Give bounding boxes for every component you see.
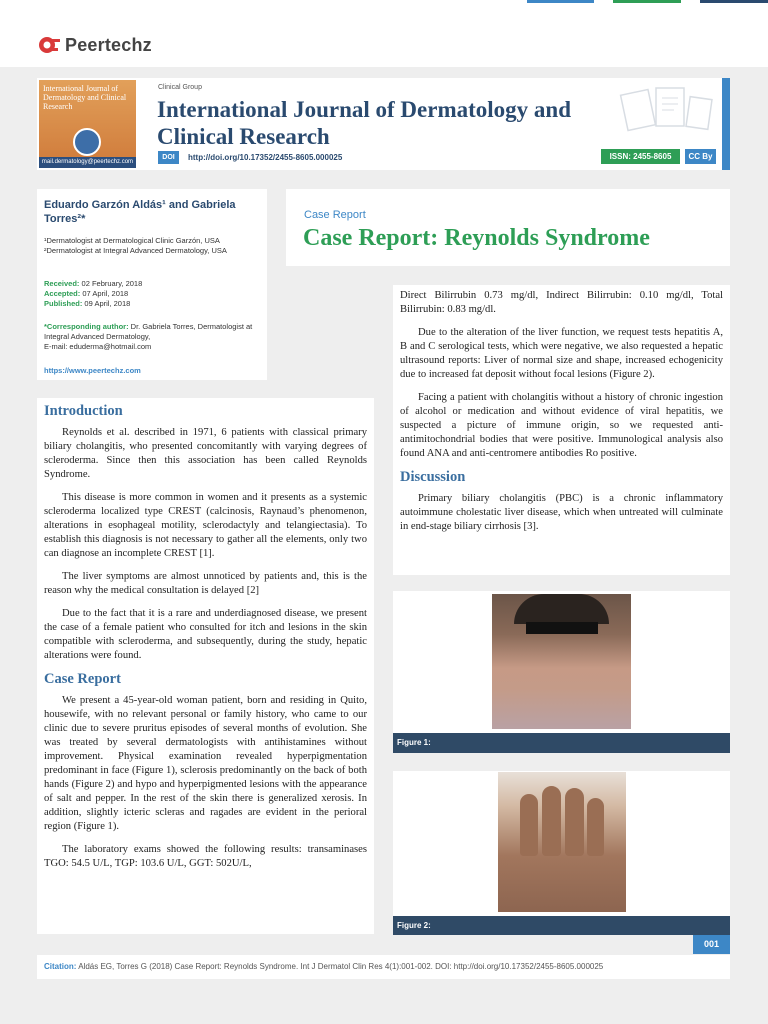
right-column xyxy=(393,285,730,575)
website-link[interactable]: https://www.peertechz.com xyxy=(44,366,141,375)
case-paragraph-1: We present a 45-year-old woman patient, born and residing in Quito, housewife, with no relevant personal or family history, who came to our clinic due to severe pruritus episodes of several months of evolution. She was treated by several dermatologists with antihistamines without improvement. Physical examination revealed hyperpigmentation predominant in face (Figure 1), sclerosis predominantly on the back of both hands (Figure 2) and hypo and hyperpigmented lesions with the appearance of salt and pepper. In the rest of the skin there is generalized xerosis. In addition, slightly icteric scleras and ragades are evident in the perioral region (Figure 1). xyxy=(44,695,367,832)
accepted-date: 07 April, 2018 xyxy=(80,289,129,298)
left-column xyxy=(37,398,374,934)
intro-paragraph-2: This disease is more common in women and it presents as a systemic scleroderma localized type CREST (calcinosis, Raynaud’s phenomenon, alterations in esophageal motility, sclerodactyly and telangiectasia). To establish this diagnosis is not necessary to gather all the elements, only two can diagnose an incomplete CREST [1]. xyxy=(44,492,367,559)
top-tab-blue[interactable] xyxy=(527,0,594,3)
affiliation-1: ¹Dermatologist at Dermatological Clinic Garzón, USA xyxy=(44,236,220,245)
top-tab-green[interactable] xyxy=(613,0,681,3)
corresponding-label: *Corresponding author: xyxy=(44,322,129,331)
article-title: Case Report: Reynolds Syndrome xyxy=(303,225,650,251)
heading-discussion: Discussion xyxy=(400,469,466,485)
journal-title: International Journal of Dermatology and Clinical Research xyxy=(157,97,571,149)
affiliations xyxy=(44,236,262,256)
top-tab-navy[interactable] xyxy=(700,0,768,3)
license-badge[interactable]: CC By xyxy=(685,149,716,164)
page-number: 001 xyxy=(693,935,730,954)
received-label: Received: xyxy=(44,279,80,288)
doi-badge: DOI xyxy=(158,151,179,164)
article-type: Case Report xyxy=(304,209,366,221)
intro-paragraph-1: Reynolds et al. described in 1971, 6 patients with classical primary biliary cholangitis, who presented concomitantly with varying degrees of scleroderma. Since then this association has been called Reynolds Syndrome. xyxy=(44,427,367,480)
case-paragraph-2: The laboratory exams showed the following results: transaminases TGO: 54.5 U/L, TGP: 103.6 U/L, GGT: 502U/L, xyxy=(44,844,367,869)
intro-paragraph-3: The liver symptoms are almost unnoticed by patients and, this is the reason why the medical consultation is delayed [2] xyxy=(44,571,367,596)
accepted-label: Accepted: xyxy=(44,289,81,298)
issn-badge: ISSN: 2455-8605 xyxy=(601,149,680,164)
cover-emblem-icon xyxy=(73,128,101,156)
figure-1-eye-bar xyxy=(526,622,598,634)
citation-label: Citation: xyxy=(44,962,77,971)
intro-paragraph-4: Due to the fact that it is a rare and underdiagnosed disease, we present the case of a female patient who consulted for itch and lesions in the skin compatible with scleroderma, and subsequently, during the study, hepatic alterations were found. xyxy=(44,608,367,661)
published-label: Published: xyxy=(44,299,83,308)
published-date: 09 April, 2018 xyxy=(82,299,131,308)
heading-case-report: Case Report xyxy=(44,671,121,687)
journal-cover xyxy=(39,80,136,168)
cover-title: International Journal of Dermatology and Clinical Research xyxy=(43,84,127,111)
immune-paragraph: Facing a patient with cholangitis without a history of chronic ingestion of alcohol or medication and without evidence of viral hepatitis, we suspected a picture of immune origin, so we requested anti-antimitochondrial bodies that were positive. Immunological analysis also found ANA and anti-centromere antibodies Ro positive. xyxy=(400,392,723,459)
figure-2-finger xyxy=(565,788,584,856)
corresponding-author xyxy=(44,322,262,352)
citation-text: Aldás EG, Torres G (2018) Case Report: Reynolds Syndrome. Int J Dermatol Clin Res 4(1):001-002. DOI: http://doi.org/10.17352/2455-8605.000025 xyxy=(76,962,604,971)
discussion-paragraph: Primary biliary cholangitis (PBC) is a chronic inflammatory autoimmune cholestatic liver disease, which when untreated will culminate in end-stage biliary cirrhosis [3]. xyxy=(400,493,723,532)
figure-2-finger xyxy=(542,786,561,856)
lab-results-paragraph: Direct Bilirrubin 0.73 mg/dl, Indirect Bilirrubin: 0.10 mg/dl, Total Bilirrubin: 0.83 mg/dl. xyxy=(400,290,723,315)
clinical-group-label: Clinical Group xyxy=(158,84,202,91)
citation-bar xyxy=(37,955,730,979)
liver-tests-paragraph: Due to the alteration of the liver function, we request tests hepatitis A, B and C serological tests, which were negative, we also requested a hepatic ultrasound reports: Liver of normal size and shape, increased echogenicity due to increased fat deposit without focal lesions (Figure 2). xyxy=(400,327,723,380)
figure-2-finger xyxy=(520,794,538,856)
figure-2-image xyxy=(498,772,626,912)
figure-1-caption: Figure 1: xyxy=(393,733,730,753)
affiliation-2: ²Dermatologist at Integral Advanced Dermatology, USA xyxy=(44,246,227,255)
heading-introduction: Introduction xyxy=(44,403,123,419)
corresponding-email[interactable]: E-mail: eduderma@hotmail.com xyxy=(44,342,152,351)
doi-link[interactable]: http://doi.org/10.17352/2455-8605.000025 xyxy=(188,153,343,162)
figure-1-image xyxy=(492,594,631,729)
cover-url: mail.dermatology@peertechz.com xyxy=(39,157,136,168)
peertechz-logo-icon xyxy=(38,35,62,55)
corresponding-text: Dr. Gabriela Torres, Dermatologist at Integral Advanced Dermatology, xyxy=(44,322,253,341)
received-date: 02 February, 2018 xyxy=(79,279,143,288)
publisher-logo[interactable] xyxy=(38,34,152,56)
figure-1-hair xyxy=(514,594,609,624)
publisher-name: Peertechz xyxy=(65,34,152,55)
document-illustration-icon xyxy=(610,82,715,144)
figure-2-caption: Figure 2: xyxy=(393,916,730,935)
author-names: Eduardo Garzón Aldás¹ and Gabriela Torres²* xyxy=(44,199,236,225)
figure-2-finger xyxy=(587,798,604,856)
article-dates xyxy=(44,279,264,309)
header-accent-bar xyxy=(722,78,730,170)
